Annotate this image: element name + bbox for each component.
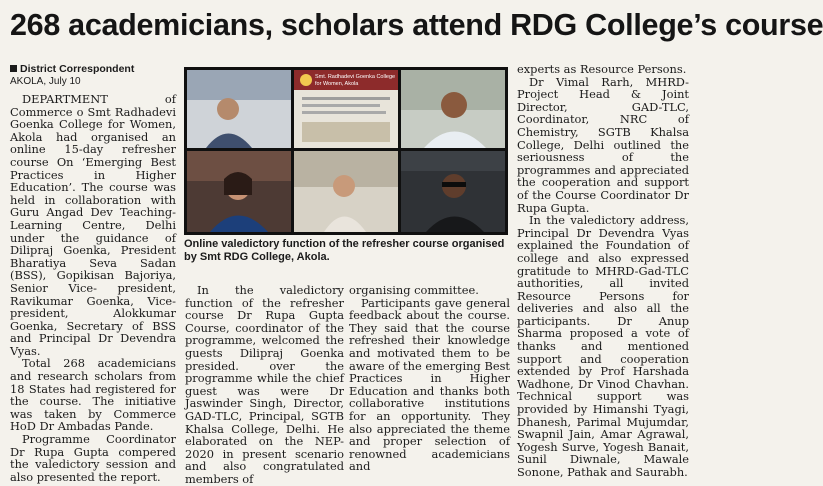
video-tile-1 xyxy=(187,70,291,148)
video-grid-image xyxy=(184,67,508,235)
dateline: AKOLA, July 10 xyxy=(10,76,81,87)
photo-caption: Online valedictory function of the refresher course organised by Smt RDG College, Akola. xyxy=(184,238,505,263)
paragraph: Total 268 academicians and research scholars from 18 States had registered for the course. The initiative was taken by Commerce HoD Dr Ambadas Pande. xyxy=(10,356,176,434)
paragraph: Programme Coordinator Dr Rupa Gupta compered the valedictory session and also presented the report. xyxy=(10,432,176,484)
headline: 268 academicians, scholars attend RDG College’s course xyxy=(10,8,823,42)
paragraph: Participants gave general feedback about the course. They said that the course refreshed their knowledge and motivated them to be aware of the emerging Best Practices in Higher Education and thanks both collaborative institutions for an opportunity. They also appreciated the theme and proper selection of renowned academicians and xyxy=(349,295,510,474)
video-tile-5 xyxy=(294,151,398,232)
video-tile-3 xyxy=(401,70,505,148)
slide-line-2: for Women, Akola xyxy=(315,81,359,87)
meeting-screenshot-photo xyxy=(184,67,508,235)
video-tile-6 xyxy=(401,151,505,232)
video-tile-4 xyxy=(187,151,291,232)
square-bullet-icon xyxy=(10,65,17,72)
byline-text: District Correspondent xyxy=(20,63,135,75)
article-column-2 xyxy=(185,284,344,486)
article-column-1 xyxy=(10,93,176,483)
video-tile-slide xyxy=(294,70,398,148)
paragraph: In the valedictory function of the refresher course Dr Rupa Gupta Course, coordinator of the programme, welcomed the guests Dilipraj Goenka presided. over the programme while the chief guest was were Dr Jaswinder Singh, Director, GAD-TLC, Principal, SGTB Khalsa College, Delhi. He elaborated on the NEP-2020 in present scenario and also congratulated members of xyxy=(185,283,344,486)
article-column-3 xyxy=(349,284,510,473)
paragraph: DEPARTMENT of Commerce o Smt Radhadevi Goenka College for Women, Akola had organised an online 15-day refresher course On ‘Emerging Best Practices in Higher Education’. The course was held in collaboration with Guru Angad Dev Teaching-Learning Centre, Delhi under the guidance of Dilipraj Goenka, President Bharatiya Seva Sadan (BSS), Gopikisan Bajoriya, Senior Vice- president, Ravikumar Goenka, Vice-president, Alokkumar Goenka, Secretary of BSS and Principal Dr Devendra Vyas. xyxy=(10,92,176,358)
paragraph: organising committee. xyxy=(349,283,479,297)
paragraph: Dr Vimal Rarh, MHRD- Project Head & Joint Director, GAD-TLC, Coordinator, NRC of Chemistry, SGTB Khalsa College, Delhi outlined the seriousness of the programmes and appreciated the cooperation and support of the Course Coordinator Dr Rupa Gupta. xyxy=(517,74,689,215)
paragraph: In the valedictory address, Principal Dr Devendra Vyas explained the Foundation of college and also expressed gratitude to MHRD-Gad-TLC authorities, all invited Resource Persons for deliveries and also all the participants. Dr Anup Sharma proposed a vote of thanks and mentioned support and cooperation extended by Prof Harshada Wadhone, Dr Vinod Chavhan. Technical support was provided by Himanshi Tyagi, Dhanesh, Parimal Mujumdar, Swapnil Jain, Amar Agrawal, Yogesh Surve, Yogesh Banait, Sunil Diwnale, Mawale Sonone, Pathak and Saurabh. xyxy=(517,213,689,479)
slide-line-1: Smt. Radhadevi Goenka College xyxy=(315,74,396,80)
byline xyxy=(10,63,134,75)
paragraph: experts as Resource Persons. xyxy=(517,62,687,76)
article-column-4 xyxy=(517,63,689,479)
